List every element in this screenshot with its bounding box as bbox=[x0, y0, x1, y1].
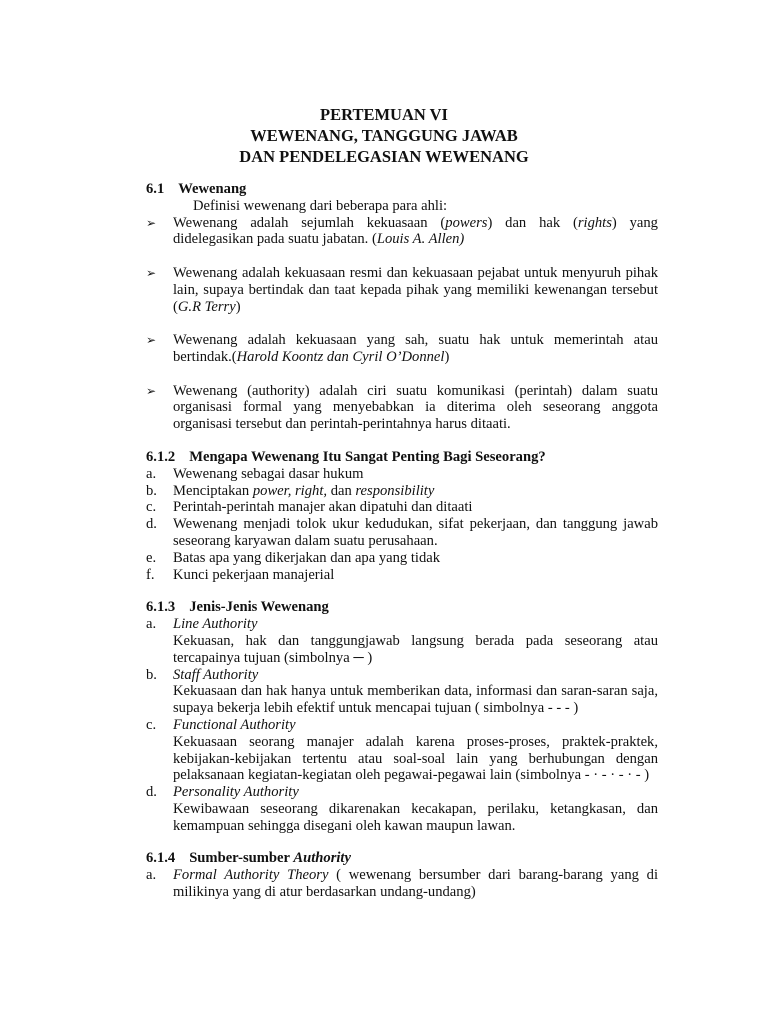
definition-text: Wewenang adalah sejumlah kekuasaan (powers) dan hak (rights) yang didelegasikan pada suatu jabatan. (Louis A. Allen) bbox=[173, 214, 658, 248]
section-title: Sumber-sumber Authority bbox=[189, 850, 351, 867]
authority-description: Kewibawaan seseorang dikarenakan kecakapan, perilaku, ketangkasan, dan kemampuan sehingga disegani oleh kawan maupun lawan. bbox=[173, 800, 658, 834]
authority-description: Kekuasaan seorang manajer adalah karena proses-proses, praktek-praktek, kebijakan-kebijakan tertentu atau soal-soal lain yang berhubungan dengan pelaksanaan kegiatan-kegiatan oleh pegawai-pegawai lain (simbolnya - · - · - · - ) bbox=[173, 733, 658, 784]
arrowhead-bullet-icon: ➢ bbox=[146, 383, 157, 398]
section-6-1-3-heading bbox=[146, 599, 658, 616]
definition-item bbox=[146, 383, 658, 433]
section-number: 6.1 bbox=[146, 181, 165, 197]
section-number: 6.1.3 bbox=[146, 599, 176, 616]
list-item: f. Kunci pekerjaan manajerial bbox=[146, 566, 335, 583]
document-title bbox=[0, 104, 768, 167]
list-item: a. Wewenang sebagai dasar hukum bbox=[146, 465, 364, 482]
section-6-1-4-heading bbox=[146, 850, 658, 867]
section-title: Jenis-Jenis Wewenang bbox=[189, 599, 329, 616]
list-item: a. Formal Authority Theory ( wewenang bersumber dari barang-barang yang di milikinya yang di atur berdasarkan undang-undang) bbox=[146, 867, 658, 901]
definition-text: Wewenang adalah kekuasaan resmi dan kekuasaan pejabat untuk menyuruh pihak lain, supaya bertindak dan taat kepada pihak yang memiliki kewenangan tersebut (G.R Terry) bbox=[173, 264, 658, 315]
arrowhead-bullet-icon: ➢ bbox=[146, 215, 157, 230]
section-title: Mengapa Wewenang Itu Sangat Penting Bagi Seseorang? bbox=[189, 448, 546, 465]
authority-type: b. Staff Authority bbox=[146, 666, 259, 683]
authority-type: d. Personality Authority bbox=[146, 784, 299, 801]
title-line-2: WEWENANG, TANGGUNG JAWAB bbox=[250, 126, 518, 145]
definition-item bbox=[146, 265, 658, 315]
authority-description: Kekuasan, hak dan tanggungjawab langsung berada pada seseorang atau tercapainya tujuan (simbolnya ─ ) bbox=[173, 632, 658, 666]
title-line-3: DAN PENDELEGASIAN WEWENANG bbox=[239, 147, 529, 166]
list-item: c. Perintah-perintah manajer akan dipatuhi dan ditaati bbox=[146, 499, 473, 516]
list-item: e. Batas apa yang dikerjakan dan apa yang tidak bbox=[146, 549, 441, 566]
authority-type: c. Functional Authority bbox=[146, 716, 296, 733]
list-item: d. Wewenang menjadi tolok ukur kedudukan, sifat pekerjaan, dan tanggung jawab seseorang karyawan dalam suatu perusahaan. bbox=[146, 516, 658, 549]
definition-item bbox=[146, 215, 658, 249]
section-number: 6.1.2 bbox=[146, 448, 176, 465]
section-6-1-intro: Definisi wewenang dari beberapa para ahli: bbox=[193, 197, 448, 214]
definition-text: Wewenang (authority) adalah ciri suatu komunikasi (perintah) dalam suatu organisasi formal yang menyebabkan ia diterima oleh seseorang anggota organisasi tersebut dan perintah-perintahnya harus ditaati. bbox=[173, 382, 658, 433]
definition-text: Wewenang adalah kekuasaan yang sah, suatu hak untuk memerintah atau bertindak.(Harold Koontz dan Cyril O’Donnel) bbox=[173, 332, 658, 365]
section-number: 6.1.4 bbox=[146, 850, 176, 867]
arrowhead-bullet-icon: ➢ bbox=[146, 333, 157, 348]
section-6-1-2-heading bbox=[146, 449, 658, 466]
section-6-1-heading bbox=[146, 181, 658, 198]
definition-item bbox=[146, 332, 658, 366]
document-body bbox=[146, 181, 658, 901]
authority-description: Kekuasaan dan hak hanya untuk memberikan data, informasi dan saran-saran saja, supaya bekerja lebih efektif untuk mencapai tujuan ( simbolnya - - - ) bbox=[173, 683, 658, 717]
section-title: Wewenang bbox=[178, 181, 247, 197]
title-line-1: PERTEMUAN VI bbox=[320, 105, 448, 124]
list-item: b. Menciptakan power, right, dan responsibility bbox=[146, 482, 435, 499]
authority-type: a. Line Authority bbox=[146, 616, 258, 633]
arrowhead-bullet-icon: ➢ bbox=[146, 265, 157, 280]
